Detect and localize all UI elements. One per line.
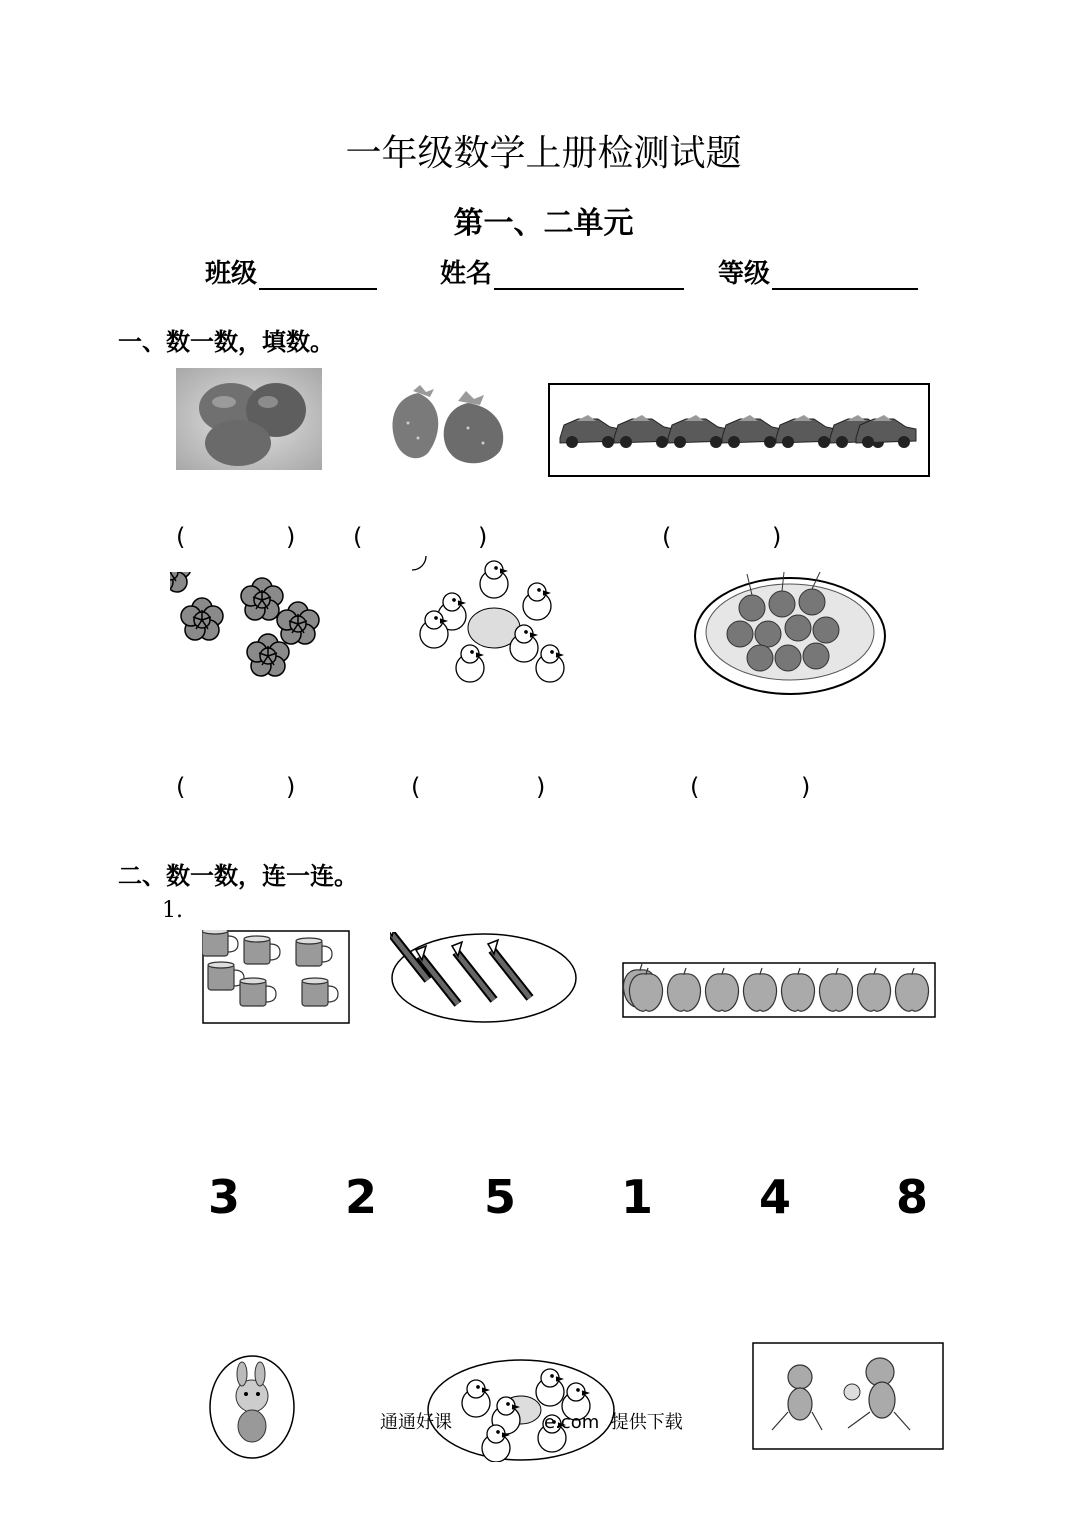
- lemons-picture: [176, 368, 322, 470]
- number-6[interactable]: 8: [896, 1170, 929, 1224]
- name-blank[interactable]: [494, 258, 684, 290]
- cherries-plate-picture: [692, 568, 888, 698]
- answer-blank-2[interactable]: (: [353, 523, 363, 551]
- class-blank[interactable]: [259, 258, 377, 290]
- chicks-picture: [412, 556, 577, 698]
- number-5[interactable]: 4: [759, 1170, 792, 1224]
- class-field[interactable]: [205, 253, 377, 290]
- answer-blank-4-close: ): [286, 773, 296, 801]
- page-subtitle: 第一、二单元: [453, 206, 634, 241]
- monkeys-picture: [752, 1342, 944, 1450]
- answer-blank-6[interactable]: (: [690, 773, 700, 801]
- strawberries-picture: [388, 383, 510, 468]
- answer-blank-5-close: ): [536, 773, 546, 801]
- answer-blank-5[interactable]: (: [411, 773, 421, 801]
- cups-picture: [202, 930, 350, 1024]
- rabbit-picture: [208, 1354, 296, 1460]
- grade-label: 等级: [718, 259, 771, 289]
- number-1[interactable]: 3: [208, 1170, 241, 1224]
- sub-question-label: 1.: [162, 898, 183, 923]
- section-2-heading: 二、数一数，连一连。: [118, 862, 358, 890]
- apples-picture: [622, 962, 936, 1018]
- answer-blank-2-close: ): [478, 523, 488, 551]
- page-title: 一年级数学上册检测试题: [345, 133, 742, 174]
- name-field[interactable]: [440, 253, 684, 290]
- answer-blank-3[interactable]: (: [662, 523, 672, 551]
- answer-blank-1[interactable]: (: [176, 523, 186, 551]
- cars-picture: [548, 383, 930, 477]
- answer-blank-3-close: ): [772, 523, 782, 551]
- grade-field[interactable]: [718, 253, 918, 290]
- answer-blank-1-close: ): [286, 523, 296, 551]
- answer-blank-6-close: ): [801, 773, 811, 801]
- answer-blank-4[interactable]: (: [176, 773, 186, 801]
- pens-picture: [390, 932, 578, 1024]
- number-3[interactable]: 5: [484, 1170, 517, 1224]
- number-4[interactable]: 1: [621, 1170, 654, 1224]
- name-label: 姓名: [440, 259, 493, 289]
- flowers-picture: [170, 572, 330, 682]
- section-1-heading: 一、数一数，填数。: [118, 328, 334, 356]
- footer-text: 通通好课 e.com 提供下载: [380, 1412, 683, 1433]
- class-label: 班级: [205, 259, 258, 289]
- grade-blank[interactable]: [772, 258, 918, 290]
- number-2[interactable]: 2: [345, 1170, 378, 1224]
